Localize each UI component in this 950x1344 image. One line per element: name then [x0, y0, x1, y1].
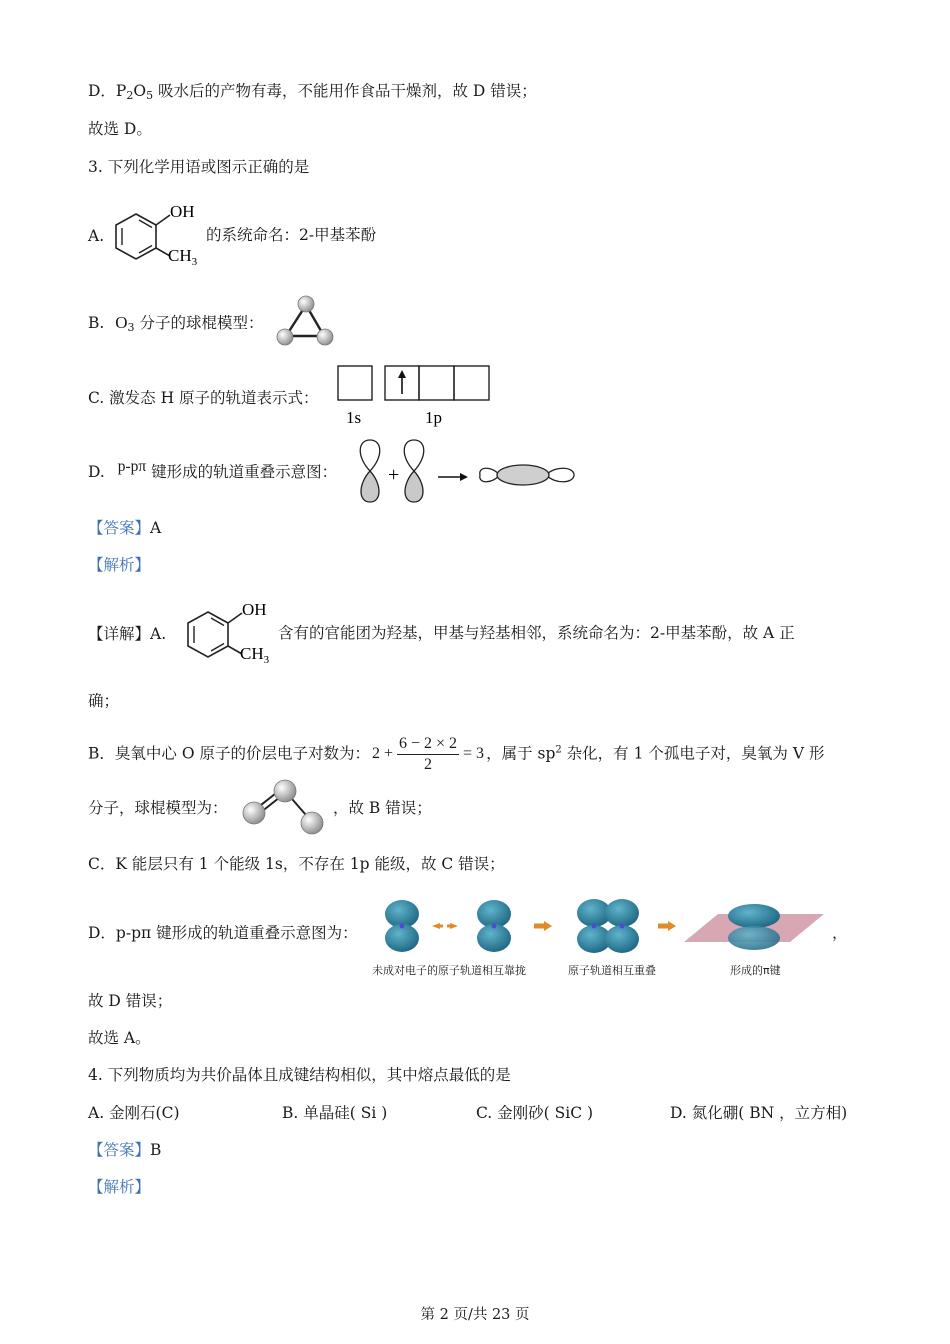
page-footer: 第 2 页/共 23 页: [420, 1307, 530, 1323]
answer-1: [88, 517, 161, 539]
q3-option-b: [88, 312, 263, 339]
o-atom-ball: [274, 780, 296, 802]
o-atom-ball: [317, 329, 333, 345]
plus-sign: +: [388, 464, 400, 486]
detail-b-line: [88, 734, 824, 775]
analysis-tag-1: 【解析】: [88, 556, 151, 574]
choose-d-line: 故选 D。: [88, 120, 152, 138]
formula-result: = 3: [463, 745, 485, 763]
choose-a-line: 故选 A。: [88, 1029, 151, 1047]
pi-bond-lobe: [728, 904, 780, 928]
formula-denominator: 2: [424, 756, 432, 773]
q4-option-d: D. 氮化硼( BN ，立方相): [670, 1104, 848, 1122]
formula-lead: 2 +: [371, 745, 393, 763]
detail-b-post: 杂化，有 1 个孤电子对，臭氧为 V 形: [561, 744, 825, 763]
question-4: 4. 下列物质均为共价晶体且成键结构相似，其中熔点最低的是: [88, 1066, 511, 1084]
valence-formula: [372, 734, 484, 775]
o-atom-ball: [243, 802, 265, 824]
answer-value: B: [150, 1141, 162, 1159]
p-orbital-lobe: [404, 440, 424, 471]
ch3-label: $CH_3$: [240, 644, 270, 666]
ppi-overlap-wrong-diagram: [352, 436, 582, 508]
q3-option-d: [88, 458, 338, 484]
orbital-box-1p: [454, 366, 489, 400]
sp-superscript: 2: [555, 744, 562, 756]
pi-bond-lobe: [728, 926, 780, 950]
pi-bond-formation-diagram: [378, 896, 830, 960]
formula-numerator: 6 − 2 × 2: [397, 734, 459, 755]
detail-b-line2-post: ，故 B 错误；: [333, 799, 432, 817]
orbital-diagram: [334, 362, 494, 428]
analysis-tag-2: 【解析】: [88, 1178, 151, 1196]
answer-value: A: [150, 519, 162, 537]
prev-option-d: [88, 80, 537, 107]
q3-option-c: C. 激发态 H 原子的轨道表示式：: [88, 389, 319, 407]
detail-a-text: 含有的官能团为羟基，甲基与羟基相邻，系统命名为：2-甲基苯酚，故 A 正: [278, 624, 795, 642]
ch3-label: $CH_3$: [168, 246, 198, 268]
detail-d-wrong: 故 D 错误；: [88, 992, 173, 1010]
prev-d-o: O: [133, 82, 147, 100]
q3-option-a-label: A.: [88, 227, 105, 245]
cresol-structure-a: [108, 198, 206, 268]
detail-a-cont: 确；: [88, 692, 120, 710]
q3d-ppi: p-pπ: [117, 458, 147, 475]
q3d-label: D.: [88, 463, 105, 481]
q3b-o: O: [115, 313, 128, 332]
prev-d-sub1: 2: [126, 89, 134, 102]
o3-triangle-model: [272, 292, 336, 350]
label-1s: 1s: [346, 408, 362, 427]
o3-v-shape-model: [238, 776, 330, 840]
caption-overlap: 原子轨道相互重叠: [568, 964, 656, 977]
p-orbital-lobe: [405, 471, 423, 502]
o-atom-ball: [298, 296, 314, 312]
detail-b-line2-pre: 分子，球棍模型为：: [88, 799, 228, 817]
question-3: 3. 下列化学用语或图示正确的是: [88, 158, 310, 176]
prev-d-text: 吸水后的产物有毒，不能用作食品干燥剂，故 D 错误；: [153, 82, 537, 100]
detail-d-line: D．p-pπ 键形成的轨道重叠示意图为：: [88, 924, 358, 942]
label-1p: 1p: [425, 408, 442, 427]
answer-tag: 【答案】: [88, 1141, 151, 1159]
detail-b-mid: ，属于 sp: [486, 744, 556, 763]
q3-option-a-text: 的系统命名：2-甲基苯酚: [206, 226, 377, 244]
orbital-box-1s: [338, 366, 372, 400]
p-orbital-lobe: [361, 471, 379, 502]
caption-approach: 未成对电子的原子轨道相互靠拢: [372, 964, 526, 977]
oh-label: OH: [242, 600, 267, 619]
answer-tag: 【答案】: [88, 519, 151, 537]
orange-arrow-icon: [544, 921, 552, 931]
q4-option-c: C. 金刚砂( SiC ): [476, 1104, 594, 1122]
answer-2: [88, 1139, 161, 1161]
q3d-text: 键形成的轨道重叠示意图：: [146, 463, 338, 481]
o-atom-ball: [277, 329, 293, 345]
q4-option-b: B. 单晶硅( Si ): [282, 1104, 388, 1122]
prev-d-prefix: D．P: [88, 82, 127, 100]
orbital-box-1p: [419, 366, 454, 400]
q3b-label: B.: [88, 314, 105, 332]
detail-b-prefix: B．臭氧中心 O 原子的价层电子对数为：: [88, 744, 370, 763]
detail-a-label: 【详解】A.: [88, 625, 167, 643]
detail-c-line: C．K 能层只有 1 个能级 1s，不存在 1p 能级，故 C 错误；: [88, 855, 505, 873]
oh-label: OH: [170, 202, 195, 221]
orange-arrow-icon: [668, 921, 676, 931]
q3b-text: 分子的球棍模型：: [134, 314, 264, 332]
p-orbital-lobe: [360, 440, 380, 471]
cresol-structure-detail: [180, 596, 278, 666]
q3b-sub: 3: [127, 321, 135, 334]
o-atom-ball: [301, 812, 323, 834]
sigma-overlap-ellipse: [497, 465, 549, 485]
q4-option-a: A. 金刚石(C): [88, 1104, 180, 1122]
caption-pi-bond: 形成的π键: [730, 964, 781, 977]
prev-d-sub2: 5: [146, 89, 154, 102]
detail-d-comma: ，: [832, 924, 848, 942]
